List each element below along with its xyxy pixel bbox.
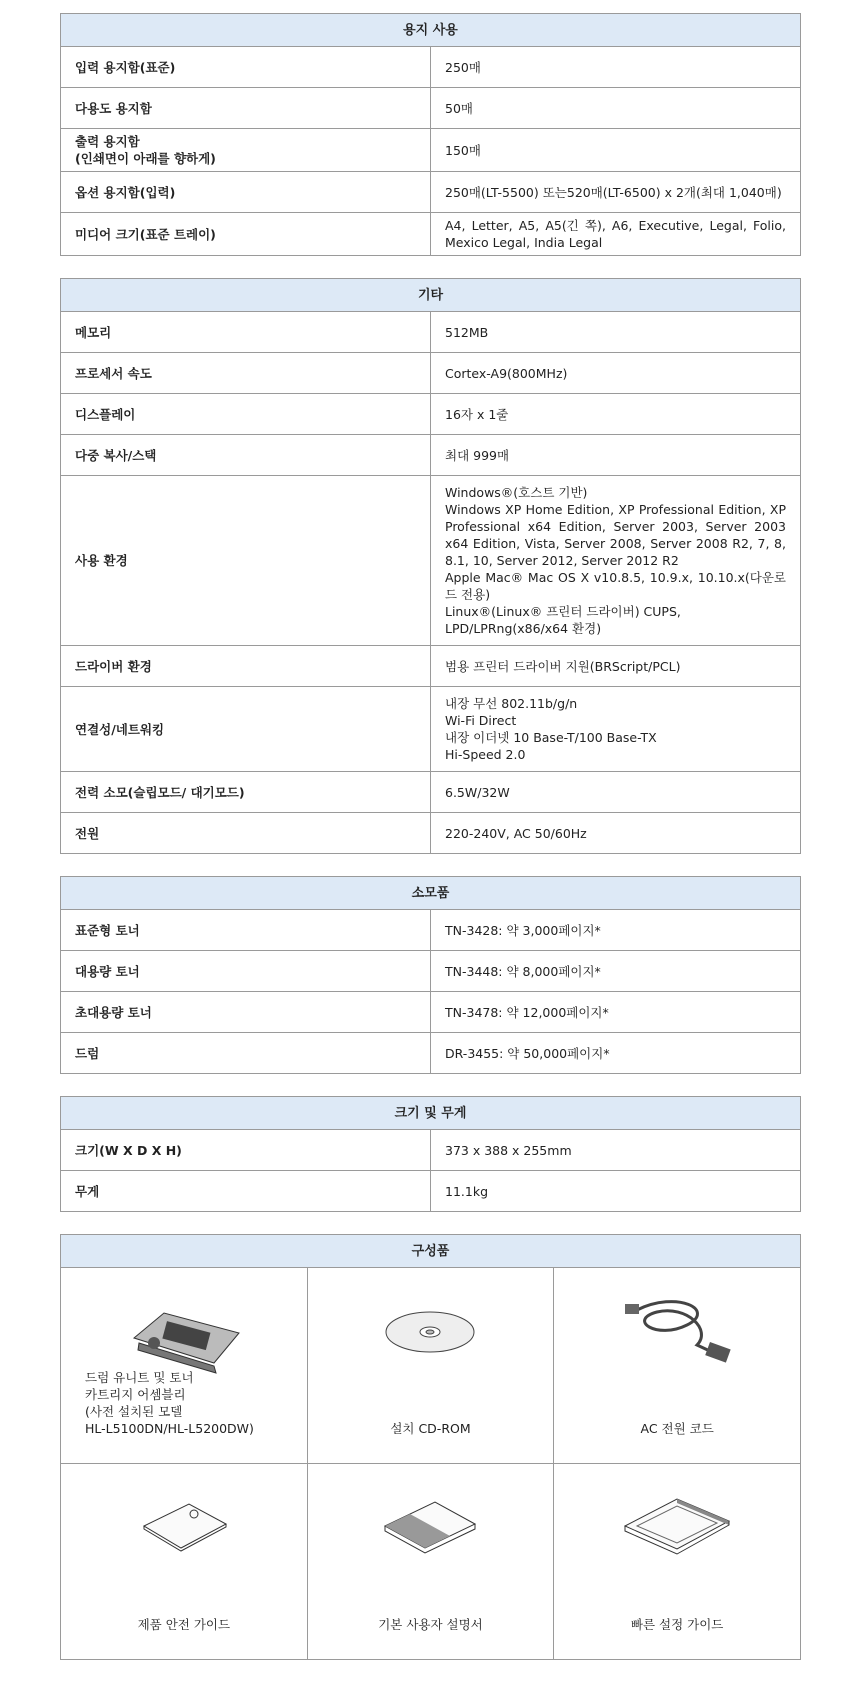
component-cell [307,1268,554,1464]
text-line: Windows XP Home Edition, XP Professional Edition, XP Professional x64 Edition, Server 2003, Server 2003 x64 Edition, Vista, Server 2008, Server 2008 R2, 7, 8, 8.1, 10, Server 2012, Server 2012 R2 [445,502,786,568]
text-line: 대용량 토너 [75,963,140,979]
text-line: 드럼 유니트 및 토너 [85,1370,194,1385]
spec-value [431,88,801,129]
spec-label [61,312,431,353]
spec-value [431,910,801,951]
spec-label [61,435,431,476]
table-row [61,47,801,88]
spec-value [431,172,801,213]
component-caption [61,1616,307,1633]
table-row [61,772,801,813]
text-line: TN-3478: 약 12,000페이지* [445,1004,609,1020]
spec-value [431,813,801,854]
spec-table [60,1096,801,1212]
safety-guide-icon [61,1476,307,1576]
section-header-row [61,1235,801,1268]
spec-label [61,992,431,1033]
spec-label [61,951,431,992]
table-row [61,129,801,172]
component-caption [308,1616,554,1633]
spec-label [61,172,431,213]
spec-label [61,910,431,951]
spec-value [431,47,801,88]
section-header-row [61,279,801,312]
text-line: Cortex-A9(800MHz) [445,365,568,381]
text-line: TN-3448: 약 8,000페이지* [445,963,601,979]
component-caption [85,1369,307,1437]
text-line: 범용 프린터 드라이버 지원(BRScript/PCL) [445,658,681,674]
section-header-row [61,14,801,47]
text-line: 6.5W/32W [445,784,510,800]
user-manual-icon [308,1476,554,1576]
spec-value [431,435,801,476]
text-line: 기본 사용자 설명서 [378,1617,483,1632]
table-row [61,1130,801,1171]
spec-document [60,13,801,1682]
text-line: 드라이버 환경 [75,658,152,674]
component-cell [61,1268,308,1464]
text-line: 입력 용지함(표준) [75,59,176,75]
spec-value [431,646,801,687]
table-row [61,435,801,476]
text-line: 내장 무선 802.11b/g/n [445,696,578,711]
text-line: A4, Letter, A5, A5(긴 쪽), A6, Executive, Legal, Folio, Mexico Legal, India Legal [445,218,786,250]
text-line: 연결성/네트워킹 [75,721,165,737]
text-line: 최대 999매 [445,447,510,463]
table-row [61,646,801,687]
spec-value [431,213,801,256]
text-line: 250매(LT-5500) 또는520매(LT-6500) x 2개(최대 1,040매) [445,184,782,200]
text-line: 메모리 [75,324,112,340]
section-title: 구성품 [61,1235,801,1268]
spec-value [431,476,801,646]
spec-label [61,88,431,129]
text-line: Wi-Fi Direct [445,713,517,728]
text-line: 제품 안전 가이드 [137,1617,231,1632]
components-table [60,1234,801,1660]
section-title: 소모품 [61,877,801,910]
text-line: 무게 [75,1183,100,1199]
quick-setup-guide-icon [554,1476,800,1576]
component-cell [61,1464,308,1660]
cd-rom-icon [308,1280,554,1380]
section-title: 기타 [61,279,801,312]
text-line: 다중 복사/스택 [75,447,157,463]
text-line: 설치 CD-ROM [390,1421,471,1436]
table-row [61,213,801,256]
table-row [61,394,801,435]
text-line: 50매 [445,100,473,116]
table-row [61,1033,801,1074]
table-row [61,813,801,854]
spec-value [431,687,801,772]
table-row [61,353,801,394]
spec-value [431,951,801,992]
text-line: 디스플레이 [75,406,136,422]
text-line: 미디어 크기(표준 트레이) [75,226,216,242]
table-row [61,88,801,129]
spec-table [60,278,801,854]
text-line: 373 x 388 x 255mm [445,1142,572,1158]
text-line: 150매 [445,142,481,158]
text-line: 220-240V, AC 50/60Hz [445,825,587,841]
component-caption [308,1420,554,1437]
component-cell [554,1268,801,1464]
spec-table [60,13,801,256]
spec-value [431,312,801,353]
text-line: 11.1kg [445,1183,489,1199]
spec-label [61,353,431,394]
spec-label [61,394,431,435]
component-caption [554,1420,800,1437]
spec-label [61,213,431,256]
text-line: 옵션 용지함(입력) [75,184,176,200]
section-header-row [61,1097,801,1130]
section-title: 용지 사용 [61,14,801,47]
table-row [61,910,801,951]
text-line: 프로세서 속도 [75,365,152,381]
spec-table [60,876,801,1074]
spec-value [431,992,801,1033]
spec-value [431,353,801,394]
text-line: (인쇄면이 아래를 향하게) [75,151,216,166]
text-line: Hi-Speed 2.0 [445,747,526,762]
component-cell [307,1464,554,1660]
text-line: 드럼 [75,1045,100,1061]
text-line: Linux®(Linux® 프린터 드라이버) CUPS, [445,604,681,619]
text-line: AC 전원 코드 [640,1421,714,1436]
table-row [61,951,801,992]
spec-value [431,1033,801,1074]
text-line: 전원 [75,825,100,841]
spec-label [61,687,431,772]
text-line: 크기(W X D X H) [75,1142,182,1158]
text-line: 다용도 용지함 [75,100,152,116]
text-line: LPD/LPRng(x86/x64 환경) [445,621,602,636]
component-caption [554,1616,800,1633]
text-line: 표준형 토너 [75,922,140,938]
spec-label [61,772,431,813]
text-line: Apple Mac® Mac OS X v10.8.5, 10.9.x, 10.10.x(다운로드 전용) [445,570,786,602]
text-line: HL-L5100DN/HL-L5200DW) [85,1421,254,1436]
spec-value [431,129,801,172]
component-row [61,1464,801,1660]
table-row [61,312,801,353]
text-line: TN-3428: 약 3,000페이지* [445,922,601,938]
text-line: 사용 환경 [75,553,128,568]
spec-label [61,129,431,172]
text-line: 빠른 설정 가이드 [630,1617,724,1632]
text-line: DR-3455: 약 50,000페이지* [445,1045,610,1061]
table-row [61,1171,801,1212]
spec-value [431,772,801,813]
text-line: 512MB [445,324,489,340]
section-title: 크기 및 무게 [61,1097,801,1130]
text-line: 카트리지 어셈블리 [85,1387,186,1402]
text-line: 전력 소모(슬립모드/ 대기모드) [75,784,245,800]
spec-value [431,1130,801,1171]
spec-label [61,813,431,854]
spec-label [61,646,431,687]
power-cord-icon [554,1280,800,1380]
section-header-row [61,877,801,910]
spec-label [61,1171,431,1212]
spec-label [61,47,431,88]
table-row [61,992,801,1033]
text-line: 출력 용지함 [75,134,140,149]
spec-label [61,1130,431,1171]
text-line: 내장 이더넷 10 Base-T/100 Base-TX [445,730,657,745]
table-row [61,172,801,213]
text-line: 16자 x 1줄 [445,406,509,422]
text-line: Windows®(호스트 기반) [445,485,588,500]
text-line: (사전 설치된 모델 [85,1404,183,1419]
component-cell [554,1464,801,1660]
spec-value [431,394,801,435]
spec-label [61,1033,431,1074]
text-line: 250매 [445,59,481,75]
spec-value [431,1171,801,1212]
spec-label [61,476,431,646]
table-row [61,476,801,646]
component-row [61,1268,801,1464]
text-line: 초대용량 토너 [75,1004,152,1020]
table-row [61,687,801,772]
